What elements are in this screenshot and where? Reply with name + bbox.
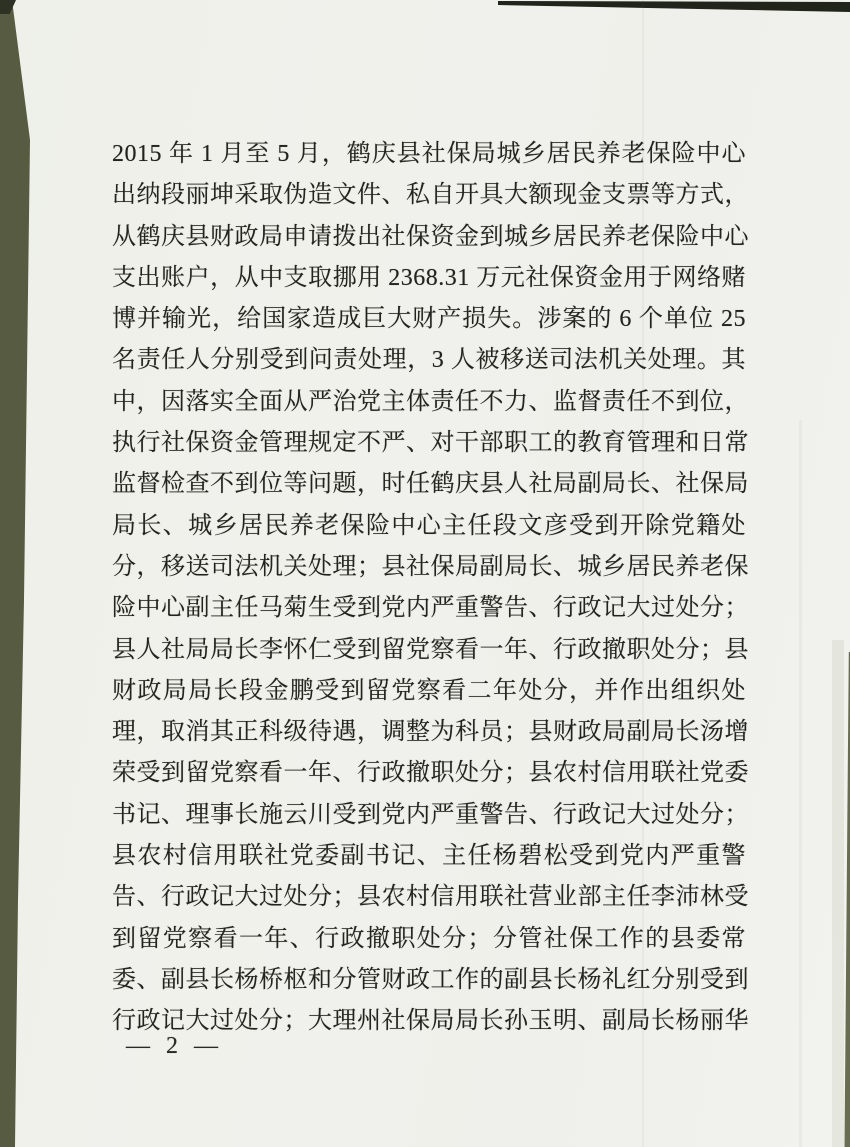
text-line: 局长、城乡居民养老保险中心主任段文彦受到开除党籍处 [112, 512, 746, 539]
text-line: 博并输光，给国家造成巨大财产损失。涉案的 6 个单位 25 [112, 306, 746, 333]
text-line: 县人社局局长李怀仁受到留党察看一年、行政撤职处分；县 [112, 636, 749, 663]
page-number: — 2 — [126, 1033, 220, 1059]
text-line: 监督检查不到位等问题，时任鹤庆县人社局副局长、社保局 [112, 471, 749, 498]
text-line: 中，因落实全面从严治党主体责任不力、监督责任不到位， [112, 388, 749, 415]
text-line: 书记、理事长施云川受到党内严重警告、行政记大过处分； [112, 801, 749, 828]
text-line: 2015 年 1 月至 5 月，鹤庆县社保局城乡居民养老保险中心 [112, 141, 746, 167]
text-line: 县农村信用联社党委副书记、主任杨碧松受到党内严重警 [112, 843, 746, 870]
text-line: 执行社保资金管理规定不严、对干部职工的教育管理和日常 [112, 430, 749, 457]
text-line: 告、行政记大过处分；县农村信用联社营业部主任李沛林受 [112, 884, 749, 911]
right-edge-scan-tint [832, 640, 844, 1147]
body-text-block [112, 134, 749, 1043]
text-line: 从鹤庆县财政局申请拨出社保资金到城乡居民养老保险中心 [112, 223, 749, 250]
text-line: 分，移送司法机关处理；县社保局副局长、城乡居民养老保 [112, 553, 749, 580]
scan-crease-vertical-2 [799, 420, 802, 1147]
text-line: 荣受到留党察看一年、行政撤职处分；县农村信用联社党委 [112, 760, 749, 787]
text-line: 理，取消其正科级待遇，调整为科员；县财政局副局长汤增 [112, 719, 749, 746]
text-line: 支出账户，从中支取挪用 2368.31 万元社保资金用于网络赌 [112, 264, 746, 291]
text-line: 委、副县长杨桥枢和分管财政工作的副县长杨礼红分别受到 [112, 966, 749, 993]
text-line: 险中心副主任马菊生受到党内严重警告、行政记大过处分； [112, 595, 749, 622]
text-line: 名责任人分别受到问责处理，3 人被移送司法机关处理。其 [112, 347, 746, 374]
text-line: 出纳段丽坤采取伪造文件、私自开具大额现金支票等方式， [112, 182, 749, 209]
text-line: 财政局局长段金鹏受到留党察看二年处分，并作出组织处 [112, 677, 746, 704]
text-line: 行政记大过处分；大理州社保局局长孙玉明、副局长杨丽华 [112, 1008, 749, 1035]
text-line: 到留党察看一年、行政撤职处分；分管社保工作的县委常 [112, 925, 746, 952]
